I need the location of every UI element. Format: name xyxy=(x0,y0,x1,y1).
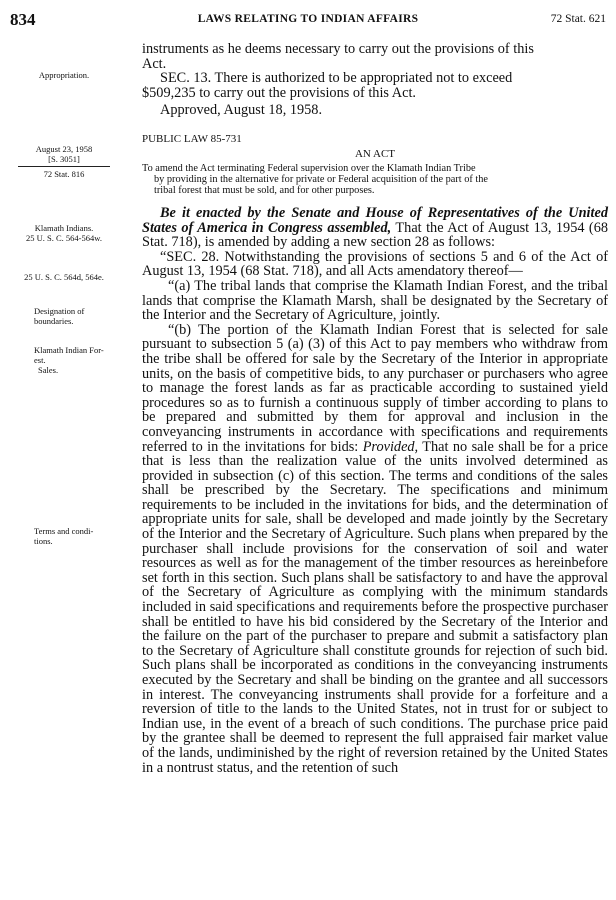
paragraph-a: “(a) The tribal lands that comprise the Klamath Indian Forest, and the tribal lands that comprise the Klamath Marsh, shall be designated by the Secretary of the Interior and the Secretary of Agriculture, jointly. xyxy=(142,277,608,324)
an-act-heading: AN ACT xyxy=(354,148,396,160)
margin-note-klamath: Klamath Indians. 25 U. S. C. 564-564w. xyxy=(26,223,102,243)
act-purpose: To amend the Act terminating Federal supervision over the Klamath Indian Tribe by providing in the alternative for private or Federal acquisition of the part of the tribal forest that must be sold, and for other purposes. xyxy=(142,163,488,196)
margin-rule xyxy=(18,166,110,167)
approved-line: Approved, August 18, 1958. xyxy=(160,102,323,119)
margin-note-forest: Klamath Indian For- est. Sales. xyxy=(34,345,104,375)
margin-bill-ref: [S. 3051] xyxy=(48,154,80,164)
margin-note-date xyxy=(0,144,128,179)
public-law-number: PUBLIC LAW 85-731 xyxy=(142,133,242,145)
margin-note-appropriation: Appropriation. xyxy=(38,70,90,80)
paragraph-b: “(b) The portion of the Klamath Indian Forest that is selected for sale pursuant to subsection 5 (a) (3) of this Act to pay members who withdraw from the tribe shall be offered for sale by the Secretary of the Interior in appropriate units, on the basis of competitive bids, to any purchaser or purchasers who agree to manage the forest lands as far as practicable according to sustained yield procedures so as to furnish a continuous supply of timber according to plans to be prepared and submitted by them for approval and inclusion in the conveyancing instruments in accordance with specifications and requirements referred to in the invitations for bids: Provided, That no sale shall be for a price that is less than the realization value of the units involved determined as provided in subsection (c) of this section. The terms and conditions of the sales shall be prescribed by the Secretary. The specifications and minimum requirements to be included in the invitations for bids, and the determination of appropriate units for sale, shall be developed and made jointly by the Secretary of the Interior and the Secretary of Agriculture. Such plans when prepared by the purchaser shall include provisions for the conservation of soil and water resources as well as for the management of the timber resources as hereinbefore set forth in this section. Such plans shall be satisfactory to and have the approval of the Secretary of Agriculture as complying with the minimum standards included in said specifications and requirements before the prospective purchaser shall be entitled to have his bid considered by the Secretary of the Interior and the failure on the part of the purchaser to prepare and submit a satisfactory plan to the Secretary of Agriculture shall constitute grounds for rejection of such bid. Such plans shall be incorporated as conditions in the conveyancing instruments executed by the Secretary and shall be binding on the grantee and all successors in interest. The conveyancing instruments shall provide for a forfeiture and a reversion of title to the lands to the United States, not in trust for or subject to Indian use, in the event of a breach of such conditions. The purchase price paid by the grantee shall be deemed to represent the full appraised fair market value of the lands, undiminished by the right of reversion retained by the United States in a nontrust status, and the retention of such xyxy=(142,321,609,776)
margin-note-usc-2: 25 U. S. C. 564d, 564e. xyxy=(24,272,104,282)
carryover-line: instruments as he deems necessary to carry out the provisions of this Act. xyxy=(142,41,534,72)
page-number: 834 xyxy=(10,10,36,29)
margin-note-terms: Terms and condi- tions. xyxy=(34,526,94,546)
body-top xyxy=(142,42,608,118)
act-body xyxy=(142,206,608,775)
page-header xyxy=(0,10,616,30)
section-13: SEC. 13. There is authorized to be appropriated not to exceed $509,235 to carry out the provisions of this Act. xyxy=(142,70,513,101)
margin-stat-cite: 72 Stat. 816 xyxy=(43,169,85,179)
stat-reference: 72 Stat. 621 xyxy=(550,13,606,25)
running-title: LAWS RELATING TO INDIAN AFFAIRS xyxy=(197,13,419,25)
public-law-block xyxy=(142,133,608,196)
enacting-clause: Be it enacted by the Senate and House of Representatives of the United States of America in Congress assembled, That the Act of August 13, 1954 (68 Stat. 718), is amended by adding a new section 28 as follows: xyxy=(142,205,608,251)
section-28-intro: “SEC. 28. Notwithstanding the provisions of sections 5 and 6 of the Act of August 13, 1954 (68 Stat. 718), and all Acts amendatory thereof— xyxy=(142,248,608,280)
margin-date-line: August 23, 1958 xyxy=(35,144,93,154)
margin-note-designation: Designation of boundaries. xyxy=(34,306,85,326)
